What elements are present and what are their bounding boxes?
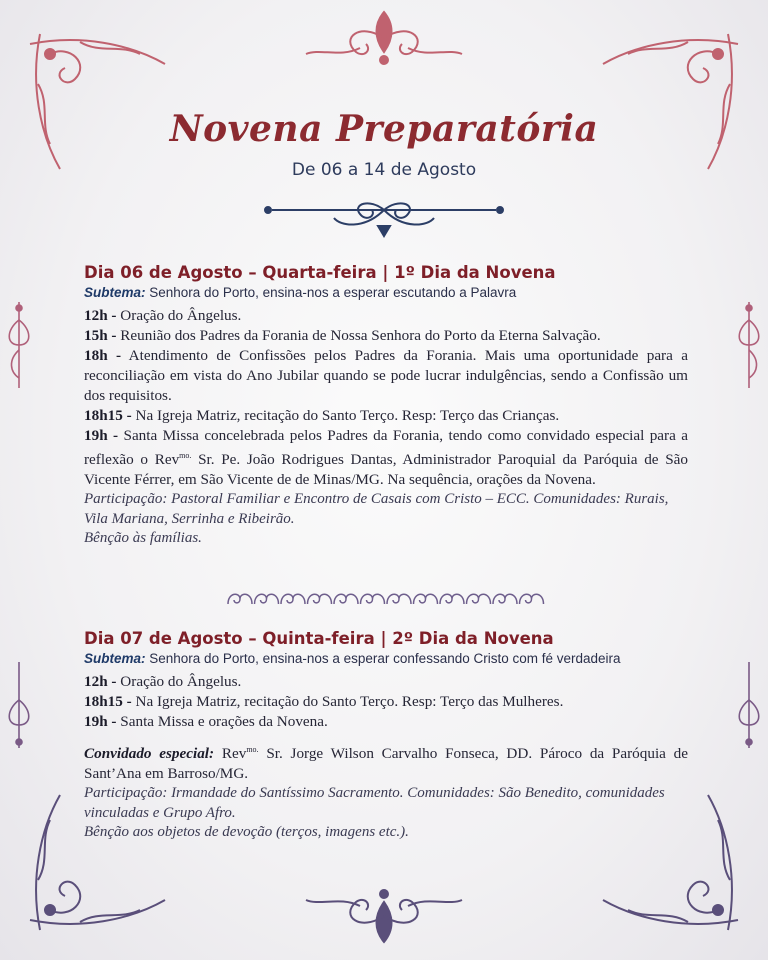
day2-item-2-text: Na Igreja Matriz, recitação do Santo Terço. Resp: Terço das Mulheres. xyxy=(131,693,564,710)
left-side-ornament xyxy=(4,300,34,390)
day1-item-1-text: Oração do Ângelus. xyxy=(116,307,242,324)
right-side-ornament xyxy=(734,300,764,390)
right-side-ornament-lower xyxy=(734,660,764,750)
page-title: Novena Preparatória xyxy=(169,108,599,150)
day1-item-4 xyxy=(84,406,688,426)
day2-item-2 xyxy=(84,692,688,712)
day2-heading: Dia 07 de Agosto – Quinta-feira | 2º Dia da Novena xyxy=(84,629,554,648)
day1-heading: Dia 06 de Agosto – Quarta-feira | 1º Dia da Novena xyxy=(84,263,556,282)
day1-item-2 xyxy=(84,326,688,346)
day2-convidado xyxy=(84,740,688,784)
day1-item-4-time: 18h15 - xyxy=(84,407,132,424)
day2-item-2-time: 18h15 - xyxy=(84,693,132,710)
scroll-curl xyxy=(281,594,305,604)
left-side-ornament-lower xyxy=(4,660,34,750)
scroll-curl xyxy=(520,594,544,604)
title-flourish-divider xyxy=(260,196,508,240)
scroll-curl xyxy=(308,594,332,604)
day2-item-3-text: Santa Missa e orações da Novena. xyxy=(116,713,328,730)
day1-item-3-time: 18h - xyxy=(84,347,122,364)
scroll-curl xyxy=(493,594,517,604)
day2-participacao: Participação: Irmandade do Santíssimo Sacramento. Comunidades: São Benedito, comunidades vinculadas e Grupo Afro. xyxy=(84,785,665,821)
day1-item-3-text: Atendimento de Confissões pelos Padres da Forania. Mais uma oportunidade para a reconciliação em vista do Ano Jubilar quando se pode lucrar indulgências, sendo a Confissão um dos requisitos. xyxy=(84,347,688,404)
day1-section xyxy=(84,262,688,549)
scroll-curl xyxy=(414,594,438,604)
day1-subtema-label: Subtema: xyxy=(84,285,146,300)
day1-subtema-text: Senhora do Porto, ensina-nos a esperar escutando a Palavra xyxy=(145,285,517,300)
bottom-right-corner-ornament xyxy=(598,790,748,940)
day1-subtema xyxy=(84,284,688,301)
day2-item-1 xyxy=(84,672,688,692)
day1-item-5-text-a: Santa Missa concelebrada pelos Padres da Forania, tendo como convidado especial para a reflexão o Rev xyxy=(84,427,688,469)
day2-subtema xyxy=(84,650,688,667)
day1-item-3 xyxy=(84,346,688,406)
day1-item-5 xyxy=(84,426,688,490)
scroll-curl xyxy=(255,594,279,604)
day2-item-1-text: Oração do Ângelus. xyxy=(116,673,242,690)
scroll-curl xyxy=(228,594,252,604)
day1-item-5-sup: mo. xyxy=(179,451,192,460)
day1-item-5-text-b: Sr. Pe. João Rodrigues Dantas, Administrador Paroquial da Paróquia de São Vicente Férrer, em São Vicente de de Minas/MG. Na sequência, orações da Novena. xyxy=(84,451,688,489)
day1-item-1-time: 12h - xyxy=(84,307,117,324)
scroll-curl xyxy=(387,594,411,604)
day1-participacao: Participação: Pastoral Familiar e Encontro de Casais com Cristo – ECC. Comunidades: Rurais, Vila Mariana, Serrinha e Ribeirão. xyxy=(84,491,669,527)
top-center-fleur-ornament xyxy=(300,8,468,68)
day2-convidado-text-a: Rev xyxy=(214,745,247,763)
day1-item-2-text: Reunião dos Padres da Forania de Nossa Senhora do Porto da Eterna Salvação. xyxy=(116,327,601,344)
day2-item-3 xyxy=(84,712,688,732)
top-right-corner-ornament xyxy=(598,24,748,174)
day1-bencao: Bênção às famílias. xyxy=(84,530,202,547)
day2-convidado-sup: mo. xyxy=(246,745,259,754)
bottom-left-corner-ornament xyxy=(20,790,170,940)
bottom-center-fleur-ornament xyxy=(300,886,468,946)
day1-item-5-time: 19h - xyxy=(84,427,119,444)
day1-item-4-text: Na Igreja Matriz, recitação do Santo Terço. Resp: Terço das Crianças. xyxy=(131,407,560,424)
day2-convidado-label: Convidado especial: xyxy=(84,745,215,763)
day2-subtema-label: Subtema: xyxy=(84,651,146,666)
day2-bencao: Bênção aos objetos de devoção (terços, imagens etc.). xyxy=(84,824,409,841)
scroll-curl xyxy=(467,594,491,604)
day2-convidado-text-b: Sr. Jorge Wilson Carvalho Fonseca, DD. Pároco da Paróquia de Sant’Ana em Barroso/MG. xyxy=(84,745,689,783)
day2-item-3-time: 19h - xyxy=(84,713,117,730)
scroll-curl xyxy=(440,594,464,604)
day2-subtema-text: Senhora do Porto, ensina-nos a esperar confessando Cristo com fé verdadeira xyxy=(145,651,621,666)
day1-item-2-time: 15h - xyxy=(84,327,117,344)
scroll-curl xyxy=(361,594,385,604)
day2-item-1-time: 12h - xyxy=(84,673,117,690)
middle-scroll-divider xyxy=(222,588,546,610)
scroll-curl xyxy=(334,594,358,604)
top-left-corner-ornament xyxy=(20,24,170,174)
page-subtitle: De 06 a 14 de Agosto xyxy=(291,160,477,180)
day1-item-1 xyxy=(84,306,688,326)
